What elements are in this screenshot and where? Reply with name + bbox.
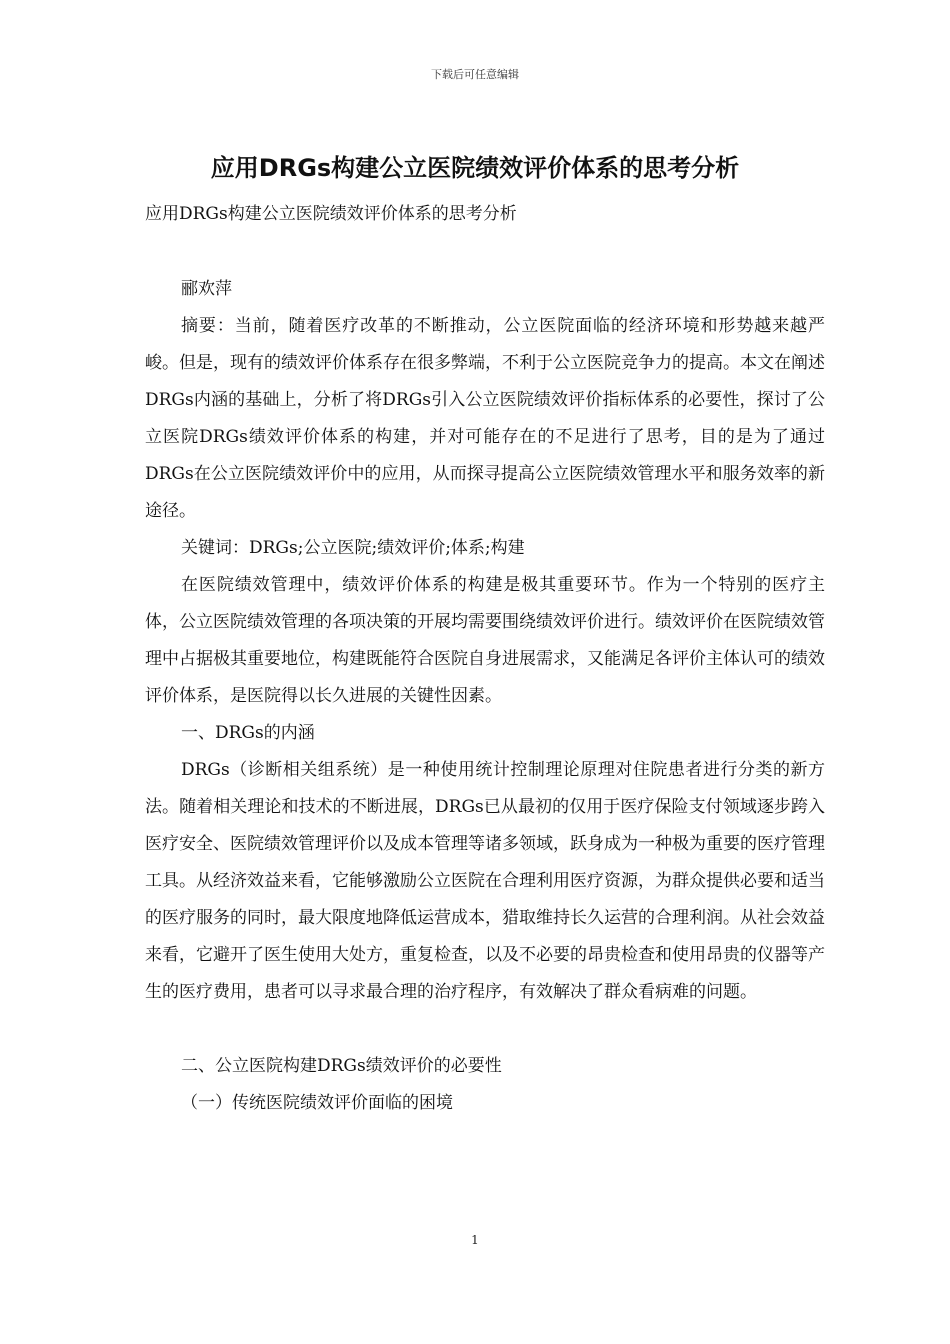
section2-heading: 二、公立医院构建DRGs绩效评价的必要性 [181, 1056, 502, 1076]
paragraph-spacer [145, 1011, 825, 1048]
section1-heading: 一、DRGs的内涵 [181, 723, 315, 743]
intro-paragraph: 在医院绩效管理中，绩效评价体系的构建是极其重要环节。作为一个特别的医疗主体，公立医院绩效管理的各项决策的开展均需要围绕绩效评价进行。绩效评价在医院绩效管理中占据极其重要地位，构建既能符合医院自身进展需求，又能满足各评价主体认可的绩效评价体系，是医院得以长久进展的关键性因素。 [145, 575, 825, 706]
document-title: 应用DRGs构建公立医院绩效评价体系的思考分析 [210, 154, 740, 182]
abstract-paragraph: 摘要：当前，随着医疗改革的不断推动，公立医院面临的经济环境和形势越来越严峻。但是，现有的绩效评价体系存在很多弊端，不利于公立医院竞争力的提高。本文在阐述DRGs内涵的基础上，分析了将DRGs引入公立医院绩效评价指标体系的必要性，探讨了公立医院DRGs绩效评价体系的构建，并对可能存在的不足进行了思考，目的是为了通过DRGs在公立医院绩效评价中的应用，从而探寻提高公立医院绩效管理水平和服务效率的新途径。 [145, 316, 825, 521]
header-note: 下载后可任意编辑 [431, 68, 519, 81]
section1-paragraph: DRGs（诊断相关组系统）是一种使用统计控制理论原理对住院患者进行分类的新方法。随着相关理论和技术的不断进展，DRGs已从最初的仅用于医疗保险支付领域逐步跨入医疗安全、医院绩效管理评价以及成本管理等诸多领域，跃身成为一种极为重要的医疗管理工具。从经济效益来看，它能够激励公立医院在合理利用医疗资源，为群众提供必要和适当的医疗服务的同时，最大限度地降低运营成本，猎取维持长久运营的合理利润。从社会效益来看，它避开了医生使用大处方，重复检查，以及不必要的昂贵检查和使用昂贵的仪器等产生的医疗费用，患者可以寻求最合理的治疗程序，有效解决了群众看病难的问题。 [145, 760, 825, 1002]
author-name: 郦欢萍 [181, 279, 232, 299]
section2-subheading: （一）传统医院绩效评价面临的困境 [181, 1093, 453, 1113]
keywords-line: 关键词：DRGs;公立医院;绩效评价;体系;构建 [181, 538, 525, 558]
document-subtitle: 应用DRGs构建公立医院绩效评价体系的思考分析 [145, 204, 517, 224]
page-number: 1 [471, 1233, 479, 1247]
document-body [145, 196, 825, 1122]
